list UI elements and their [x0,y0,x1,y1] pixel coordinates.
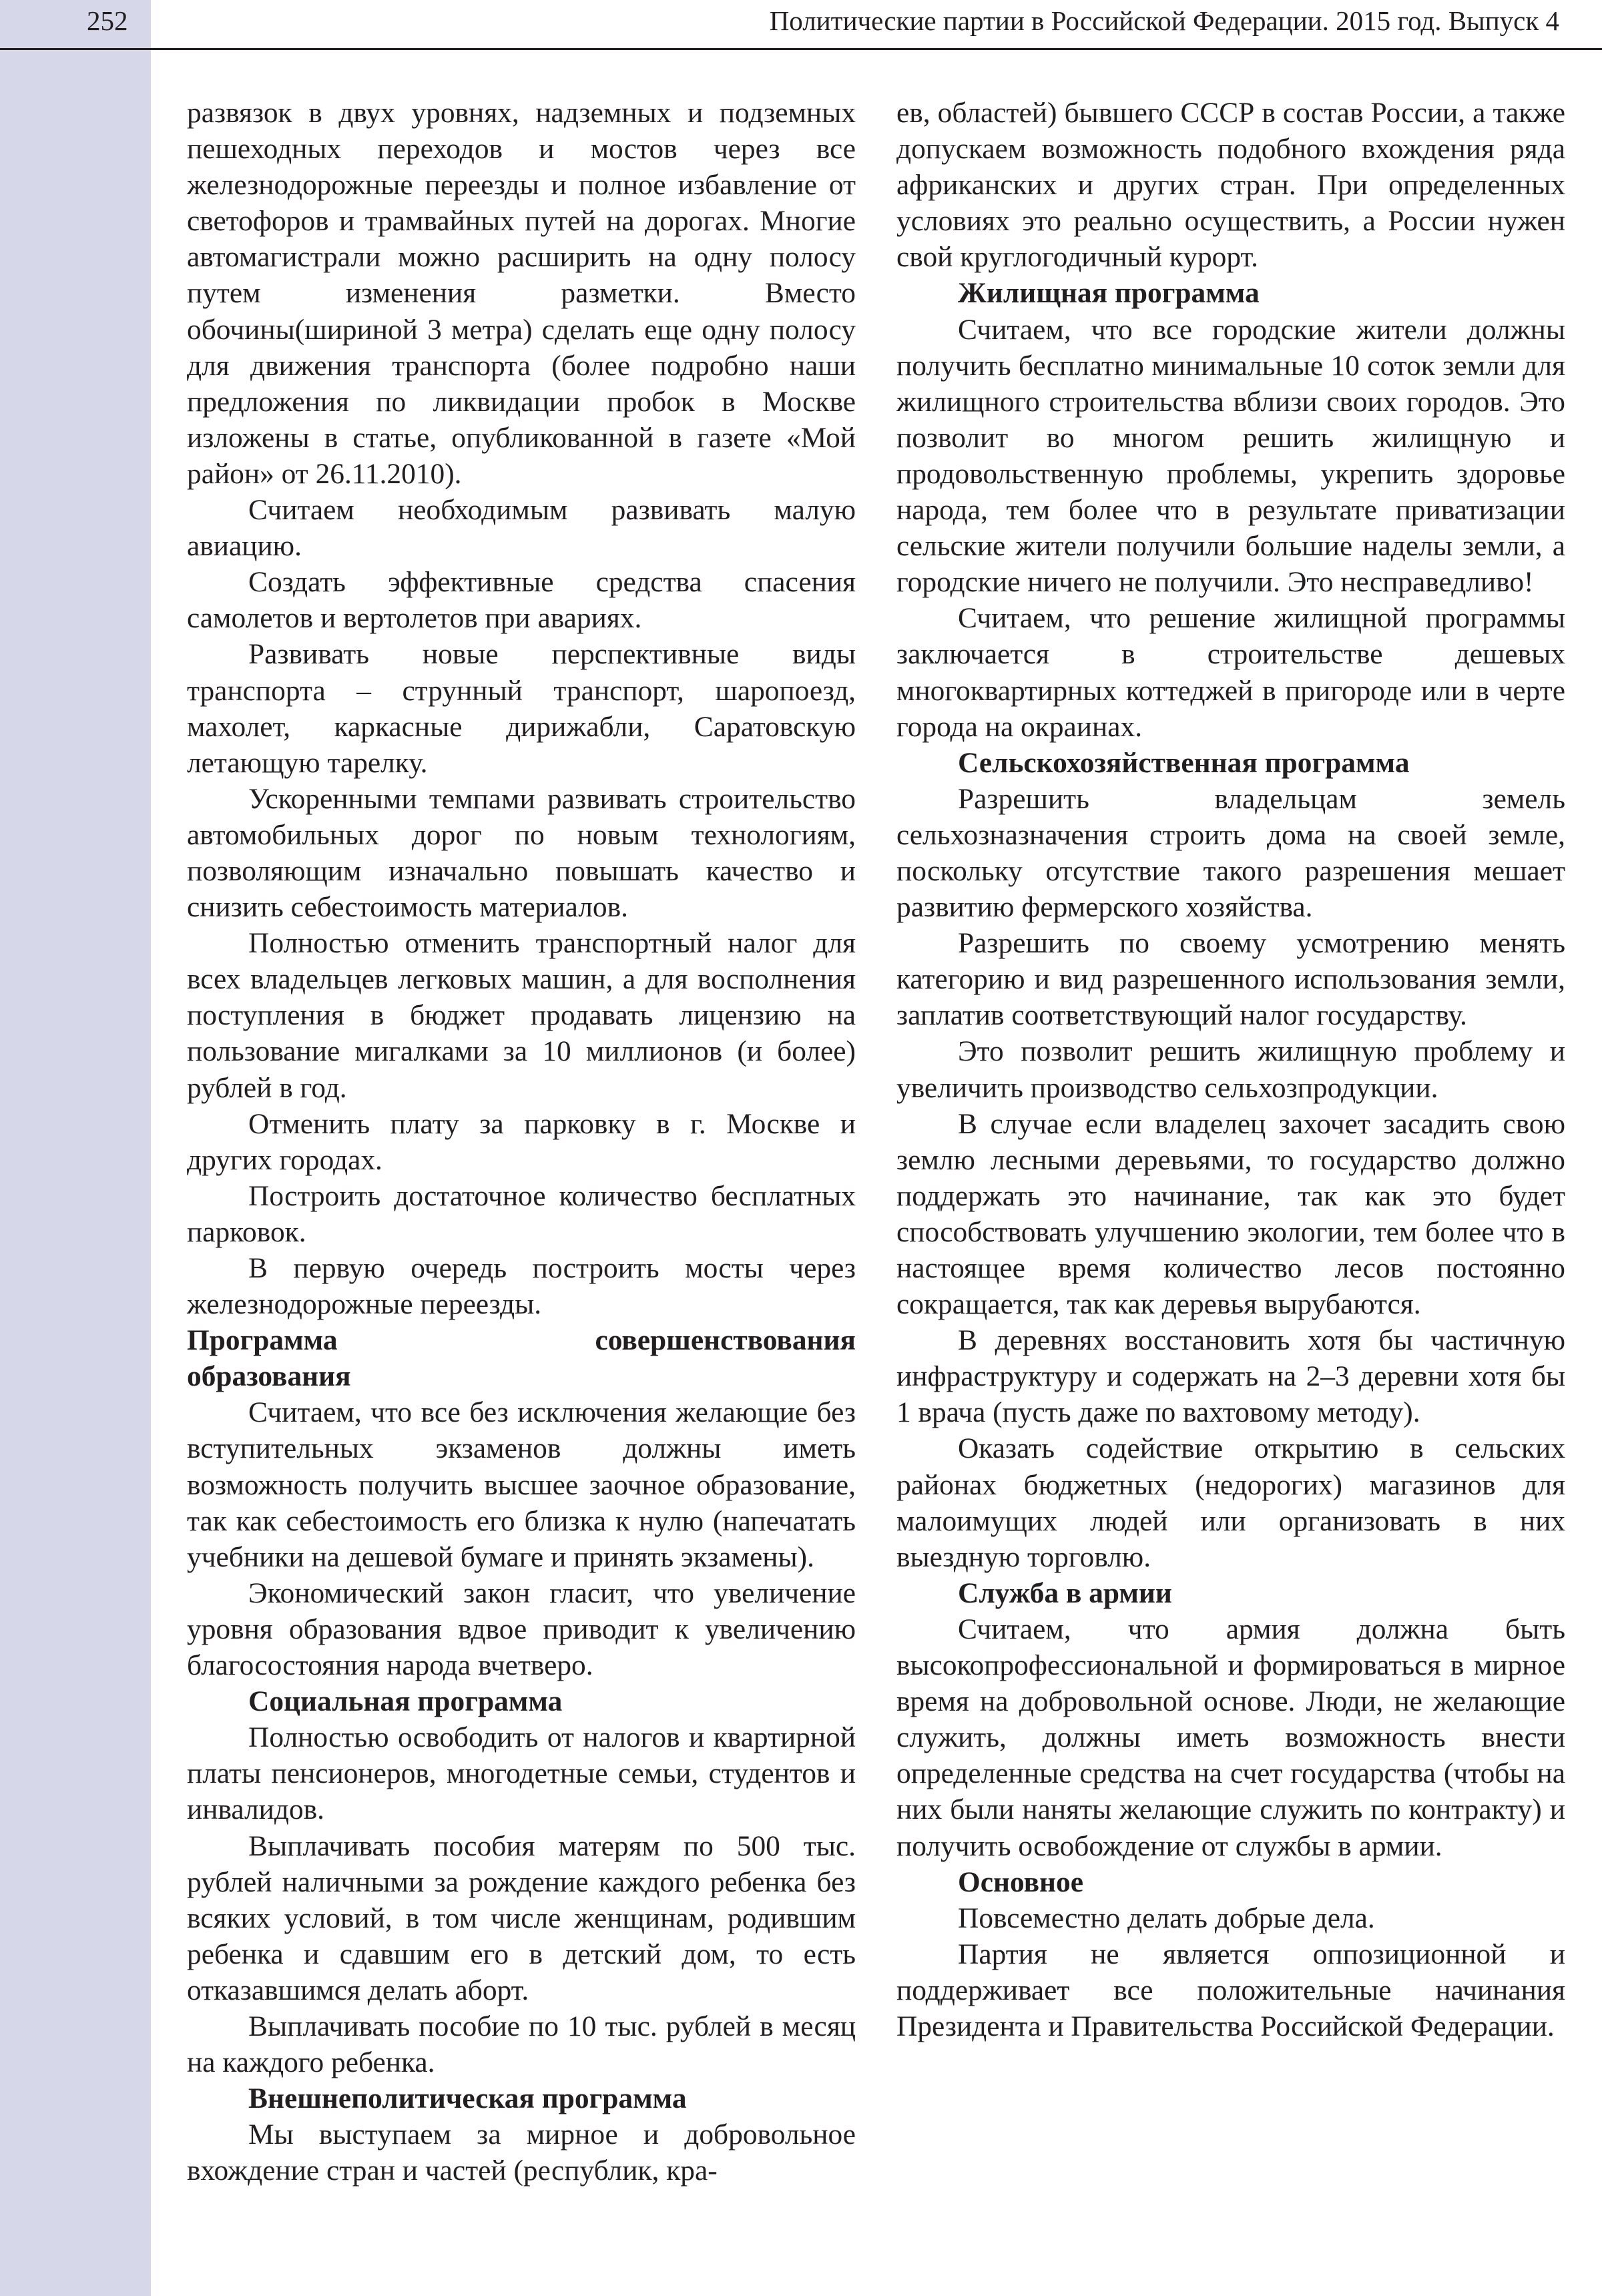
paragraph: Разрешить по своему усмотрению менять категорию и вид разрешенного использования земли, заплатив соответствующий налог государству. [896,927,1565,1032]
paragraph: развязок в двух уровнях, надземных и подземных пешеходных переходов и мостов через все железнодорожные переезды и полное избавление от светофоров и трамвайных путей на дорогах. Многие автомагистрали можно расширить на одну полосу путем изменения разметки. Вместо обочины(шириной 3 метра) сделать еще одну полосу для движения транспорта (более подробно наши предложения по ликвидации пробок в Москве изложены в статье, опубликованной в газете «Мой район» от 26.11.2010). [187,97,856,490]
paragraph: Это позволит решить жилищную проблему и увеличить производство сельхозпродукции. [896,1035,1565,1104]
paragraph: В случае если владелец захочет засадить свою землю лесными деревьями, то государство должно поддержать это начинание, так как это будет способствовать улучшению экологии, тем более что в настоящее время количество лесов постоянно сокращается, так как деревья вырубаются. [896,1107,1565,1321]
paragraph: Выплачивать пособия матерям по 500 тыс. рублей наличными за рождение каждого ребенка без всяких условий, в том числе женщинам, родившим ребенка и сдавшим его в детский дом, то есть отказавшимся делать аборт. [187,1829,856,2006]
paragraph: Отменить плату за парковку в г. Москве и других городах. [187,1107,856,1176]
section-heading-foreign-policy: Внешнеполитическая программа [248,2082,687,2115]
paragraph: Считаем необходимым развивать малую авиацию. [187,494,856,563]
paragraph: В первую очередь построить мосты через железнодорожные переезды. [187,1252,856,1321]
heading-word: Программа [187,1324,338,1357]
side-margin-band [0,0,151,2296]
section-heading-main: Основное [958,1866,1084,1898]
heading-word: образования [187,1360,351,1393]
paragraph: Полностью отменить транспортный налог для всех владельцев легковых машин, а для восполнения поступления в бюджет продавать лицензию на пользование мигалками за 10 миллионов (и более) рублей в год. [187,927,856,1104]
paragraph: Считаем, что все городские жители должны получить бесплатно минимальные 10 соток земли для жилищного строительства вблизи своих городов. Это позволит во многом решить жилищную и продовольственную проблемы, укрепить здоровье народа, тем более что в результате приватизации сельские жители получили большие наделы земли, а городские ничего не получили. Это несправедливо! [896,313,1565,599]
section-heading-social: Социальная программа [248,1685,563,1718]
page-number: 252 [87,5,128,36]
paragraph: Партия не является оппозиционной и поддерживает все положительные начинания Президента и Правительства Российской Федерации. [896,1938,1565,2042]
paragraph: Разрешить владельцам земель сельхозназначения строить дома на своей земле, поскольку отсутствие такого разрешения мешает развитию фермерского хозяйства. [896,782,1565,924]
paragraph: Выплачивать пособие по 10 тыс. рублей в месяц на каждого ребенка. [187,2010,856,2079]
paragraph: Экономический закон гласит, что увеличение уровня образования вдвое приводит к увеличению благосостояния народа вчетверо. [187,1576,856,1682]
header-rule [0,48,1602,50]
right-column [896,95,1565,2044]
paragraph: Считаем, что решение жилищной программы заключается в строительстве дешевых многоквартирных коттеджей в пригороде или в черте города на окраинах. [896,602,1565,743]
paragraph: Создать эффективные средства спасения самолетов и вертолетов при авариях. [187,566,856,635]
section-heading-education [187,1322,856,1394]
paragraph: Считаем, что армия должна быть высокопрофессиональной и формироваться в мирное время на добровольной основе. Люди, не желающие служить, должны иметь возможность внести определенные средства на счет государства (чтобы на них были наняты желающие служить по контракту) и получить освобождение от службы в армии. [896,1613,1565,1862]
paragraph: Оказать содействие открытию в сельских районах бюджетных (недорогих) магазинов для малоимущих людей или организовать в них выездную торговлю. [896,1432,1565,1573]
paragraph: ев, областей) бывшего СССР в состав России, а также допускаем возможность подобного вхождения ряда африканских и других стран. При определенных условиях это реально осуществить, а России нужен свой круглогодичный курорт. [896,97,1565,274]
left-column [187,95,856,2189]
paragraph: Считаем, что все без исключения желающие без вступительных экзаменов должны иметь возможность получить высшее заочное образование, так как себестоимость его близка к нулю (напечатать учебники на дешевой бумаге и принять экзамены). [187,1396,856,1573]
paragraph: Мы выступаем за мирное и добровольное вхождение стран и частей (республик, кра- [187,2118,856,2187]
paragraph: Развивать новые перспективные виды транспорта – струнный транспорт, шаропоезд, махолет, каркасные дирижабли, Саратовскую летающую тарелку. [187,638,856,779]
paragraph: Построить достаточное количество бесплатных парковок. [187,1179,856,1248]
running-title: Политические партии в Российской Федерации. 2015 год. Выпуск 4 [769,5,1559,36]
heading-line [187,1322,856,1358]
section-heading-agriculture: Сельскохозяйственная программа [958,746,1410,779]
section-heading-housing: Жилищная программа [958,277,1260,310]
paragraph: Полностью освободить от налогов и квартирной платы пенсионеров, многодетные семьи, студентов и инвалидов. [187,1721,856,1826]
paragraph: В деревнях восстановить хотя бы частичную инфраструктуру и содержать на 2–3 деревни хотя бы 1 врача (пусть даже по вахтовому методу). [896,1324,1565,1429]
heading-word: совершенствования [595,1324,856,1357]
paragraph: Ускоренными темпами развивать строительство автомобильных дорог по новым технологиям, позволяющим изначально повышать качество и снизить себестоимость материалов. [187,782,856,924]
section-heading-army: Служба в армии [958,1576,1172,1609]
paragraph: Повсеместно делать добрые дела. [958,1902,1375,1934]
